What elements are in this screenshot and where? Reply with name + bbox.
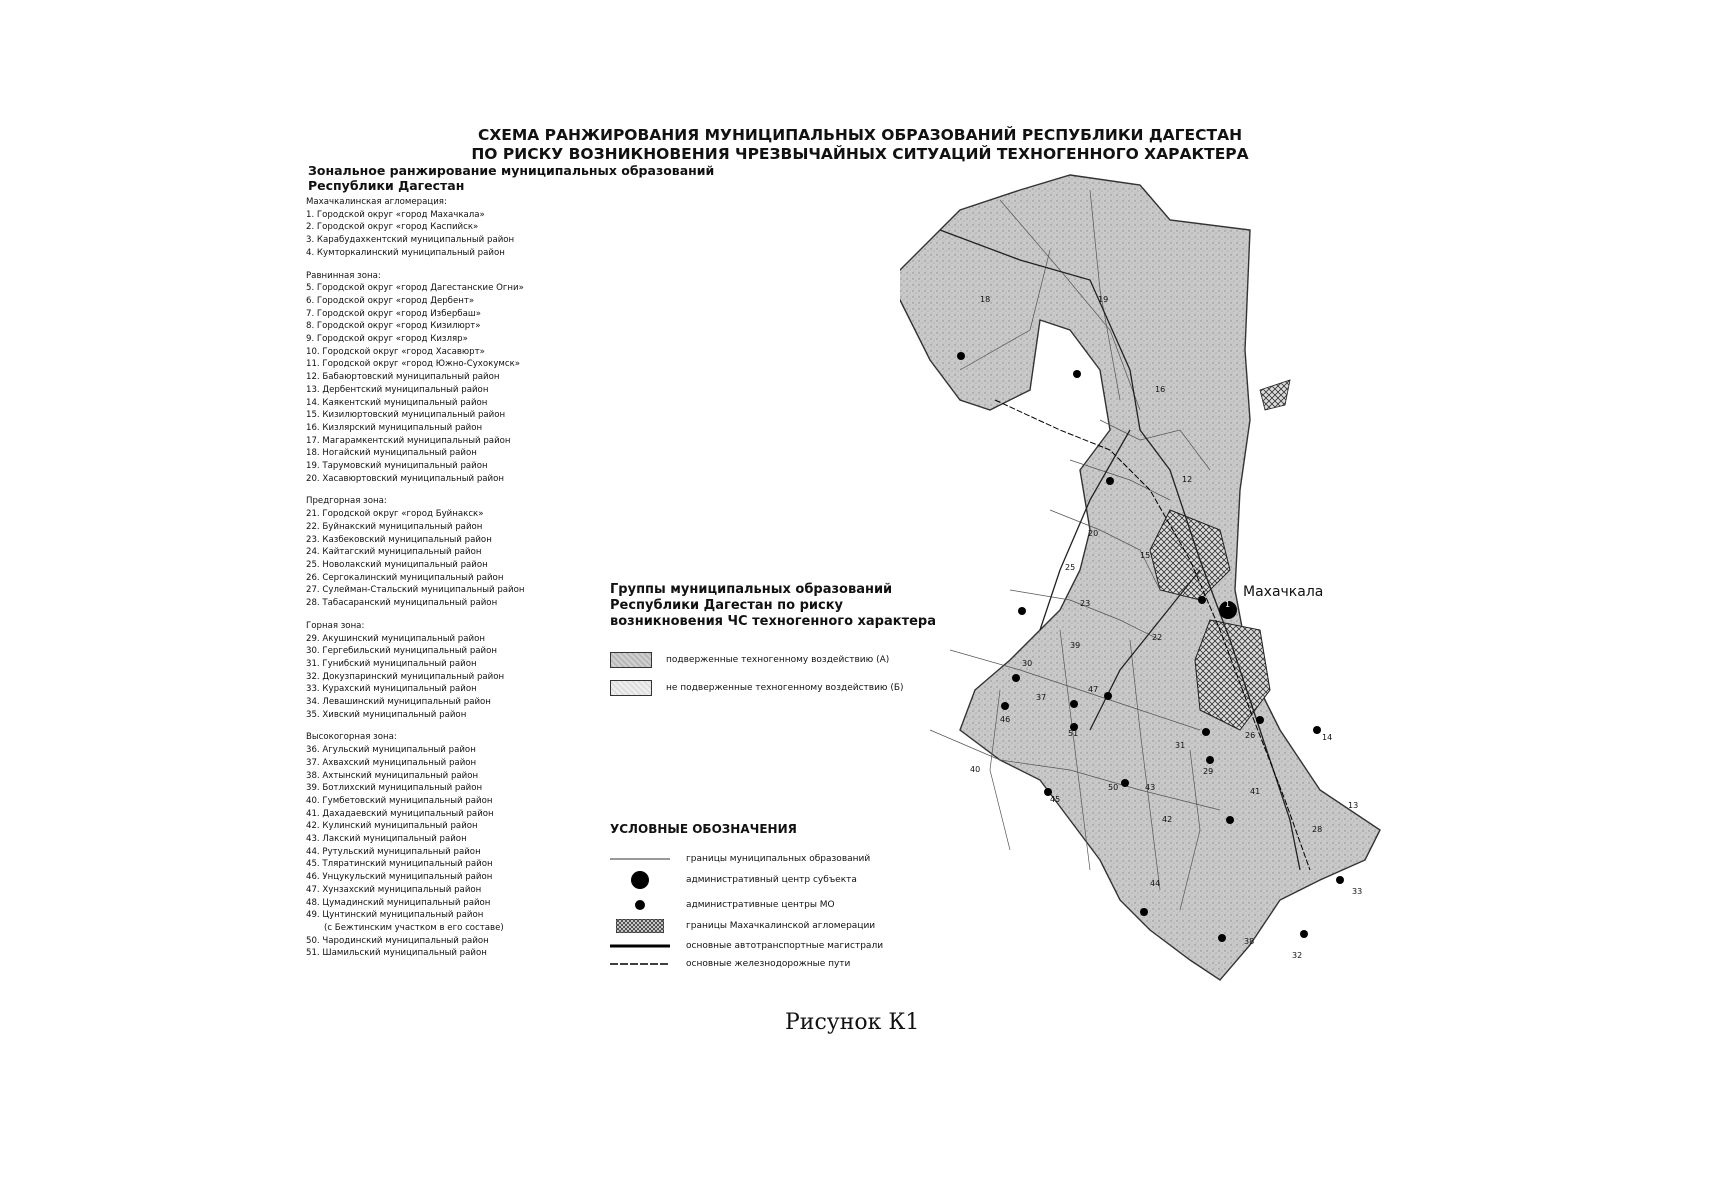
list-item-note: (с Бежтинским участком в его составе) [324, 922, 504, 933]
admin-center [1018, 607, 1026, 615]
conv-label: границы Махачкалинской агломерации [686, 921, 876, 931]
zone-section-highmountain [306, 731, 566, 960]
district-number: 33 [1352, 887, 1363, 896]
list-item: 5. Городской округ «город Дагестанские Огни» [306, 283, 524, 294]
list-item: 50. Чародинский муниципальный район [306, 935, 489, 946]
admin-center [1070, 700, 1078, 708]
admin-center [1106, 477, 1114, 485]
list-item: 41. Дахадаевский муниципальный район [306, 808, 494, 819]
list-item: 7. Городской округ «город Избербаш» [306, 308, 481, 319]
admin-center [1001, 702, 1009, 710]
admin-center [1226, 816, 1234, 824]
capital-symbol [610, 872, 670, 888]
admin-center [1073, 370, 1081, 378]
list-item: 38. Ахтынский муниципальный район [306, 770, 479, 781]
hatch-symbol [610, 918, 670, 934]
zone-section-foothill [306, 495, 566, 609]
zonal-title-line2: Республики Дагестан [308, 178, 465, 193]
district-number: 30 [1022, 659, 1033, 668]
district-number: 1 [1225, 600, 1231, 609]
list-item: 47. Хунзахский муниципальный район [306, 884, 482, 895]
list-item: 30. Гергебильский муниципальный район [306, 646, 497, 657]
district-number: 45 [1050, 795, 1061, 804]
road-symbol [610, 938, 670, 954]
lake-hatch [1260, 380, 1290, 410]
district-number: 40 [970, 765, 981, 774]
list-item: 48. Цумадинский муниципальный район [306, 897, 491, 908]
list-item: 34. Левашинский муниципальный район [306, 697, 491, 708]
list-item: 28. Табасаранский муниципальный район [306, 598, 498, 609]
dagestan-map [900, 170, 1500, 990]
district-number: 50 [1108, 783, 1119, 792]
zone-heading: Предгорная зона: [306, 496, 387, 507]
admin-center [1336, 876, 1344, 884]
admin-center [1012, 674, 1020, 682]
conv-label: границы муниципальных образований [686, 854, 871, 864]
zone-list [306, 196, 566, 960]
list-item: 19. Тарумовский муниципальный район [306, 461, 488, 472]
list-item: 25. Новолакский муниципальный район [306, 559, 488, 570]
legend-group-a [610, 652, 889, 668]
conv-label: основные автотранспортные магистрали [686, 941, 884, 951]
conv-label: административные центры МО [686, 900, 835, 910]
list-item: 10. Городской округ «город Хасавюрт» [306, 346, 485, 357]
district-number: 41 [1250, 787, 1261, 796]
list-item: 39. Ботлихский муниципальный район [306, 783, 483, 794]
map-title-line1: СХЕМА РАНЖИРОВАНИЯ МУНИЦИПАЛЬНЫХ ОБРАЗОВАНИЙ РЕСПУБЛИКИ ДАГЕСТАН [477, 126, 1243, 144]
list-item: 40. Гумбетовский муниципальный район [306, 795, 493, 806]
list-item: 22. Буйнакский муниципальный район [306, 521, 483, 532]
zone-heading: Высокогорная зона: [306, 732, 397, 743]
conv-railways [610, 956, 850, 972]
conv-roads [610, 938, 883, 954]
district-number: 16 [1155, 385, 1166, 394]
zone-section-agglomeration [306, 196, 566, 260]
district-number: 13 [1348, 801, 1359, 810]
list-item: 9. Городской округ «город Кизляр» [306, 334, 468, 345]
list-item: 6. Городской округ «город Дербент» [306, 295, 475, 306]
list-item: 3. Карабудахкентский муниципальный район [306, 235, 515, 246]
groups-title-line1: Группы муниципальных образований [610, 582, 893, 597]
district-number: 38 [1244, 937, 1255, 946]
admin-center [1300, 930, 1308, 938]
zonal-title [308, 163, 728, 193]
admin-center [957, 352, 965, 360]
zone-section-plain [306, 270, 566, 486]
admin-center [1198, 596, 1206, 604]
admin-center [1256, 716, 1264, 724]
admin-center [1206, 756, 1214, 764]
district-number: 29 [1203, 767, 1214, 776]
district-number: 42 [1162, 815, 1173, 824]
list-item: 23. Казбековский муниципальный район [306, 534, 492, 545]
legend-group-b [610, 680, 904, 696]
list-item: 20. Хасавюртовский муниципальный район [306, 473, 504, 484]
list-item: 14. Каякентский муниципальный район [306, 397, 488, 408]
conv-capital [610, 872, 857, 888]
territory-outline [900, 175, 1380, 980]
district-number: 47 [1088, 685, 1099, 694]
list-item: 27. Сулейман-Стальский муниципальный район [306, 585, 525, 596]
map-title-line2: ПО РИСКУ ВОЗНИКНОВЕНИЯ ЧРЕЗВЫЧАЙНЫХ СИТУАЦИЙ ТЕХНОГЕННОГО ХАРАКТЕРА [471, 145, 1249, 163]
list-item: 26. Сергокалинский муниципальный район [306, 572, 504, 583]
list-item: 49. Цунтинский муниципальный район [306, 910, 484, 921]
legend-label-a: подверженные техногенному воздействию (А) [666, 655, 890, 665]
map-title [360, 126, 1360, 164]
figure-caption: Рисунок К1 [785, 1010, 920, 1035]
conv-boundaries [610, 851, 870, 867]
list-item: 42. Кулинский муниципальный район [306, 821, 478, 832]
admin-center [1104, 692, 1112, 700]
district-number: 31 [1175, 741, 1186, 750]
district-number: 51 [1068, 729, 1079, 738]
district-number: 22 [1152, 633, 1163, 642]
list-item: 2. Городской округ «город Каспийск» [306, 222, 479, 233]
conv-label: основные железнодорожные пути [686, 959, 851, 969]
conv-label: административный центр субъекта [686, 875, 857, 885]
list-item: 11. Городской округ «город Южно-Сухокумск» [306, 359, 521, 370]
list-item: 31. Гунибский муниципальный район [306, 658, 477, 669]
list-item: 21. Городской округ «город Буйнакск» [306, 509, 484, 520]
list-item: 1. Городской округ «город Махачкала» [306, 209, 485, 220]
district-number: 25 [1065, 563, 1076, 572]
list-item: 29. Акушинский муниципальный район [306, 633, 485, 644]
conv-agglomeration [610, 918, 875, 934]
zone-heading: Махачкалинская агломерация: [306, 197, 447, 207]
district-number: 28 [1312, 825, 1323, 834]
zone-heading: Равнинная зона: [306, 270, 381, 281]
district-number: 46 [1000, 715, 1011, 724]
conventions-title: УСЛОВНЫЕ ОБОЗНАЧЕНИЯ [610, 822, 797, 836]
list-item: 17. Магарамкентский муниципальный район [306, 435, 511, 446]
list-item: 8. Городской округ «город Кизилюрт» [306, 321, 481, 332]
zonal-title-line1: Зональное ранжирование муниципальных образований [308, 163, 715, 178]
list-item: 32. Докузпаринский муниципальный район [306, 671, 505, 682]
city-label-makhachkala: Махачкала [1243, 584, 1324, 600]
swatch-a [610, 652, 652, 668]
district-number: 43 [1145, 783, 1156, 792]
district-number: 20 [1088, 529, 1099, 538]
district-number: 19 [1098, 295, 1109, 304]
zone-section-mountain [306, 620, 566, 722]
admin-center [1121, 779, 1129, 787]
admin-center [1140, 908, 1148, 916]
district-number: 14 [1322, 733, 1333, 742]
district-number: 26 [1245, 731, 1256, 740]
district-number: 23 [1080, 599, 1091, 608]
list-item: 33. Курахский муниципальный район [306, 684, 477, 695]
list-item: 43. Лакский муниципальный район [306, 834, 467, 845]
list-item: 18. Ногайский муниципальный район [306, 448, 477, 459]
swatch-b [610, 680, 652, 696]
district-number: 15 [1140, 551, 1151, 560]
list-item: 15. Кизилюртовский муниципальный район [306, 410, 506, 421]
admin-center [1202, 728, 1210, 736]
admin-center [1218, 934, 1226, 942]
list-item: 46. Унцукульский муниципальный район [306, 872, 493, 883]
list-item: 16. Кизлярский муниципальный район [306, 422, 483, 433]
groups-title-line3: возникновения ЧС техногенного характера [610, 614, 937, 629]
list-item: 45. Тляратинский муниципальный район [306, 859, 493, 870]
list-item: 37. Ахвахский муниципальный район [306, 757, 477, 768]
list-item: 44. Рутульский муниципальный район [306, 846, 481, 857]
list-item: 12. Бабаюртовский муниципальный район [306, 372, 500, 383]
admin-center [1313, 726, 1321, 734]
conv-centers [610, 897, 835, 913]
district-number: 39 [1070, 641, 1081, 650]
list-item: 13. Дербентский муниципальный район [306, 384, 489, 395]
district-number: 18 [980, 295, 991, 304]
railway-symbol [610, 956, 670, 972]
list-item: 35. Хивский муниципальный район [306, 709, 467, 720]
district-number: 37 [1036, 693, 1047, 702]
zone-heading: Горная зона: [306, 620, 365, 631]
boundary-line-symbol [610, 851, 670, 867]
district-number: 44 [1150, 879, 1161, 888]
legend-label-b: не подверженные техногенному воздействию (Б) [666, 683, 904, 693]
groups-title [610, 582, 970, 630]
list-item: 51. Шамильский муниципальный район [306, 948, 487, 959]
district-number: 32 [1292, 951, 1303, 960]
list-item: 36. Агульский муниципальный район [306, 745, 476, 756]
groups-title-line2: Республики Дагестан по риску [610, 598, 844, 613]
list-item: 4. Кумторкалинский муниципальный район [306, 247, 505, 258]
district-number: 12 [1182, 475, 1193, 484]
center-symbol [610, 897, 670, 913]
list-item: 24. Кайтагский муниципальный район [306, 547, 482, 558]
